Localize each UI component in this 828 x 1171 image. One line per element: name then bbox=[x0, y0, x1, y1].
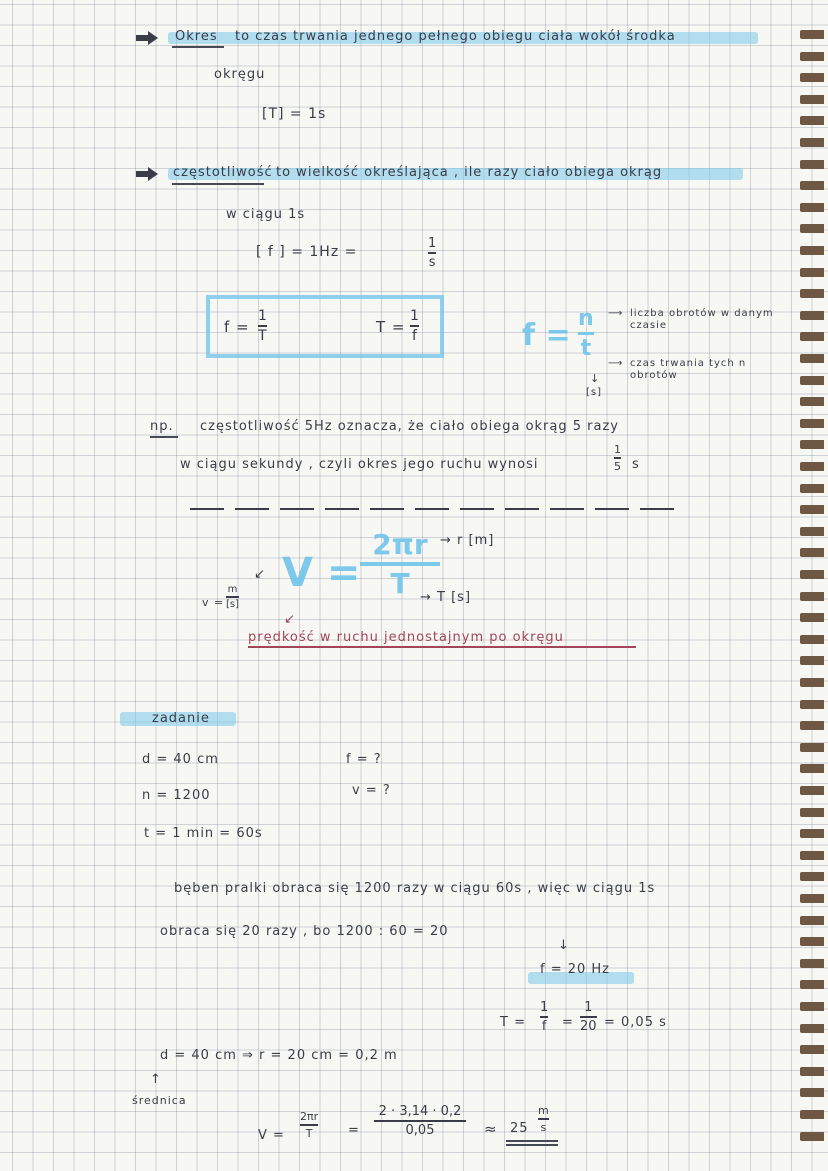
spiral-ring bbox=[800, 592, 824, 601]
spiral-ring bbox=[800, 246, 824, 255]
spiral-ring bbox=[800, 872, 824, 881]
fraction-numerator: 1 bbox=[258, 308, 267, 324]
spiral-binding bbox=[798, 30, 824, 1160]
spiral-ring bbox=[800, 440, 824, 449]
fraction-numerator: 1 bbox=[428, 236, 437, 251]
v-calc-result: 25 bbox=[510, 1121, 529, 1136]
spiral-ring bbox=[800, 332, 824, 341]
v-calc-eq: = bbox=[348, 1123, 360, 1138]
velocity-r-unit: → r [m] bbox=[440, 533, 495, 548]
solution-line1: bęben pralki obraca się 1200 razy w ciągu 60s , więc w ciągu 1s bbox=[174, 881, 656, 896]
spiral-ring bbox=[800, 1045, 824, 1054]
caption-underline bbox=[248, 646, 636, 648]
example-np: np. bbox=[150, 419, 174, 434]
spiral-ring bbox=[800, 116, 824, 125]
fraction-denominator: f bbox=[541, 1018, 547, 1034]
spiral-ring bbox=[800, 656, 824, 665]
task-t: t = 1 min = 60s bbox=[144, 826, 263, 841]
spiral-ring bbox=[800, 808, 824, 817]
fraction-numerator: 1 bbox=[540, 1000, 549, 1015]
fraction-bar bbox=[410, 325, 419, 327]
spiral-ring bbox=[800, 30, 824, 39]
czestotliwosc-definition-line1: to wielkość określająca , ile razy ciało obiega okrąg bbox=[276, 165, 663, 180]
spiral-ring bbox=[800, 397, 824, 406]
fraction-denominator: 0,05 bbox=[405, 1122, 435, 1138]
side-annotation-t: czas trwania tych n obrotów bbox=[630, 358, 747, 381]
t-calc-eq: = bbox=[562, 1015, 574, 1030]
spiral-ring bbox=[800, 959, 824, 968]
box-f-label: f = bbox=[224, 318, 250, 336]
czestotliwosc-underline bbox=[172, 183, 264, 185]
fraction-bar bbox=[540, 1016, 548, 1018]
fraction-bar bbox=[374, 1120, 466, 1122]
spiral-ring bbox=[800, 613, 824, 622]
spiral-ring bbox=[800, 1088, 824, 1097]
result-underline-1 bbox=[506, 1140, 558, 1142]
spiral-ring bbox=[800, 527, 824, 536]
fraction-bar bbox=[614, 457, 621, 459]
example-line1: częstotliwość 5Hz oznacza, że ciało obiega okrąg 5 razy bbox=[200, 419, 619, 434]
separator-dash bbox=[325, 508, 359, 510]
spiral-ring bbox=[800, 52, 824, 61]
fraction-bar bbox=[428, 252, 436, 254]
separator-dash bbox=[550, 508, 584, 510]
fraction-bar bbox=[580, 1016, 597, 1018]
t-calc-fraction-2 bbox=[580, 1000, 597, 1034]
spiral-ring bbox=[800, 916, 824, 925]
spiral-ring bbox=[800, 311, 824, 320]
spiral-ring bbox=[800, 224, 824, 233]
side-annotation-n: liczba obrotów w danym czasie bbox=[630, 308, 774, 331]
spiral-ring bbox=[800, 548, 824, 557]
spiral-ring bbox=[800, 1002, 824, 1011]
fraction-denominator: T bbox=[305, 1126, 313, 1140]
fraction-numerator: 2 · 3,14 · 0,2 bbox=[378, 1104, 462, 1119]
spiral-ring bbox=[800, 268, 824, 277]
side-t-unit: [s] bbox=[586, 387, 603, 398]
spiral-ring bbox=[800, 700, 824, 709]
fraction-denominator: f bbox=[411, 327, 417, 344]
spiral-ring bbox=[800, 1132, 824, 1141]
okres-unit: [T] = 1s bbox=[262, 106, 327, 122]
fraction-denominator: s bbox=[540, 1120, 547, 1134]
spiral-ring bbox=[800, 462, 824, 471]
okres-word: Okres bbox=[175, 29, 218, 44]
separator-dash bbox=[235, 508, 269, 510]
fraction-bar bbox=[226, 596, 239, 598]
czestotliwosc-word: częstotliwość bbox=[173, 165, 273, 180]
separator-dash bbox=[595, 508, 629, 510]
separator-dash bbox=[640, 508, 674, 510]
fraction-denominator: T bbox=[258, 327, 267, 344]
example-frac-unit: s bbox=[632, 457, 640, 472]
spiral-ring bbox=[800, 419, 824, 428]
v-calc-fraction-1 bbox=[300, 1110, 318, 1140]
spiral-ring bbox=[800, 203, 824, 212]
fraction-denominator: 20 bbox=[580, 1018, 597, 1034]
spiral-ring bbox=[800, 678, 824, 687]
v-calc-result-unit bbox=[538, 1104, 549, 1134]
fraction-numerator: 2πr bbox=[372, 528, 428, 561]
fraction-numerator: 1 bbox=[410, 308, 419, 324]
fraction-bar bbox=[360, 562, 440, 566]
spiral-ring bbox=[800, 138, 824, 147]
spiral-ring bbox=[800, 181, 824, 190]
fraction-bar bbox=[578, 332, 594, 335]
spiral-ring bbox=[800, 95, 824, 104]
srednica-label: średnica bbox=[132, 1094, 187, 1107]
okres-definition-line1: to czas trwania jednego pełnego obiegu ciała wokół środka bbox=[235, 29, 676, 44]
task-v-question: v = ? bbox=[352, 783, 391, 798]
example-fraction bbox=[614, 443, 621, 473]
t-calc-fraction-1 bbox=[540, 1000, 548, 1034]
spiral-ring bbox=[800, 764, 824, 773]
arrow-bullet-icon bbox=[136, 31, 158, 45]
v-calc-approx: ≈ bbox=[484, 1120, 498, 1138]
fraction-denominator: 5 bbox=[614, 459, 621, 473]
fraction-denominator: s bbox=[428, 254, 436, 270]
side-formula-f: f = bbox=[522, 318, 571, 353]
separator-dash bbox=[370, 508, 404, 510]
arrow-right-icon: ⟶ bbox=[608, 358, 624, 369]
czestotliwosc-unit-fraction bbox=[428, 236, 436, 270]
spiral-ring bbox=[800, 376, 824, 385]
spiral-ring bbox=[800, 894, 824, 903]
f-result: f = 20 Hz bbox=[540, 962, 611, 977]
spiral-ring bbox=[800, 1110, 824, 1119]
arrow-bullet-icon bbox=[136, 167, 158, 181]
spiral-ring bbox=[800, 354, 824, 363]
spiral-ring bbox=[800, 289, 824, 298]
separator-dash bbox=[460, 508, 494, 510]
spiral-ring bbox=[800, 980, 824, 989]
spiral-ring bbox=[800, 1024, 824, 1033]
fraction-numerator: n bbox=[578, 306, 594, 331]
spiral-ring bbox=[800, 743, 824, 752]
separator-dash bbox=[280, 508, 314, 510]
result-underline-2 bbox=[506, 1144, 558, 1146]
box-t-label: T = bbox=[376, 318, 406, 336]
czestotliwosc-unit: [ f ] = 1Hz = bbox=[256, 244, 358, 260]
task-title: zadanie bbox=[152, 711, 210, 726]
spiral-ring bbox=[800, 484, 824, 493]
arrow-down-icon: ↓ bbox=[558, 938, 570, 953]
np-underline bbox=[150, 436, 178, 438]
fraction-numerator: m bbox=[538, 1104, 549, 1117]
fraction-denominator: [s] bbox=[226, 598, 240, 610]
solution-line2: obraca się 20 razy , bo 1200 : 60 = 20 bbox=[160, 924, 449, 939]
fraction-denominator: t bbox=[580, 336, 592, 361]
spiral-ring bbox=[800, 829, 824, 838]
v-unit-left: v = bbox=[202, 596, 225, 609]
spiral-ring bbox=[800, 635, 824, 644]
fraction-bar bbox=[538, 1118, 549, 1120]
arrow-down-left-icon: ↙ bbox=[284, 612, 296, 627]
spiral-ring bbox=[800, 937, 824, 946]
v-calc-fraction-2 bbox=[374, 1104, 466, 1138]
v-calc-left: V = bbox=[258, 1128, 285, 1143]
separator-dash bbox=[190, 508, 224, 510]
separator-dash bbox=[505, 508, 539, 510]
task-f-question: f = ? bbox=[346, 752, 382, 767]
arrow-right-icon: ⟶ bbox=[608, 308, 624, 319]
arrow-up-icon: ↑ bbox=[150, 1072, 162, 1087]
fraction-numerator: 1 bbox=[584, 1000, 593, 1015]
task-d: d = 40 cm bbox=[142, 752, 219, 767]
example-line2: w ciągu sekundy , czyli okres jego ruchu wynosi bbox=[180, 457, 539, 472]
box-t-fraction bbox=[410, 308, 419, 344]
fraction-bar bbox=[258, 325, 267, 327]
spiral-ring bbox=[800, 160, 824, 169]
fraction-denominator: T bbox=[390, 567, 410, 600]
t-calc-result: = 0,05 s bbox=[604, 1015, 667, 1030]
okres-underline bbox=[172, 46, 224, 48]
d-to-r-line: d = 40 cm ⇒ r = 20 cm = 0,2 m bbox=[160, 1048, 398, 1063]
spiral-ring bbox=[800, 505, 824, 514]
velocity-v: V = bbox=[282, 550, 361, 596]
spiral-ring bbox=[800, 570, 824, 579]
spiral-ring bbox=[800, 786, 824, 795]
czestotliwosc-definition-line2: w ciągu 1s bbox=[226, 207, 306, 222]
fraction-bar bbox=[300, 1124, 318, 1126]
okres-definition-line2: okręgu bbox=[214, 67, 266, 82]
separator-dash bbox=[415, 508, 449, 510]
spiral-ring bbox=[800, 73, 824, 82]
arrow-down-icon: ↓ bbox=[590, 372, 601, 385]
fraction-numerator: m bbox=[227, 584, 238, 595]
spiral-ring bbox=[800, 721, 824, 730]
box-f-fraction bbox=[258, 308, 267, 344]
task-n: n = 1200 bbox=[142, 788, 211, 803]
v-unit-fraction bbox=[226, 584, 239, 610]
velocity-t-unit: → T [s] bbox=[420, 590, 472, 605]
arrow-left-icon: ↙ bbox=[254, 567, 266, 582]
fraction-numerator: 2πr bbox=[300, 1110, 319, 1123]
fraction-numerator: 1 bbox=[614, 443, 621, 456]
velocity-caption: prędkość w ruchu jednostajnym po okręgu bbox=[248, 630, 564, 645]
spiral-ring bbox=[800, 1067, 824, 1076]
t-calc-left: T = bbox=[500, 1015, 526, 1030]
side-formula-fraction bbox=[578, 306, 594, 361]
spiral-ring bbox=[800, 851, 824, 860]
